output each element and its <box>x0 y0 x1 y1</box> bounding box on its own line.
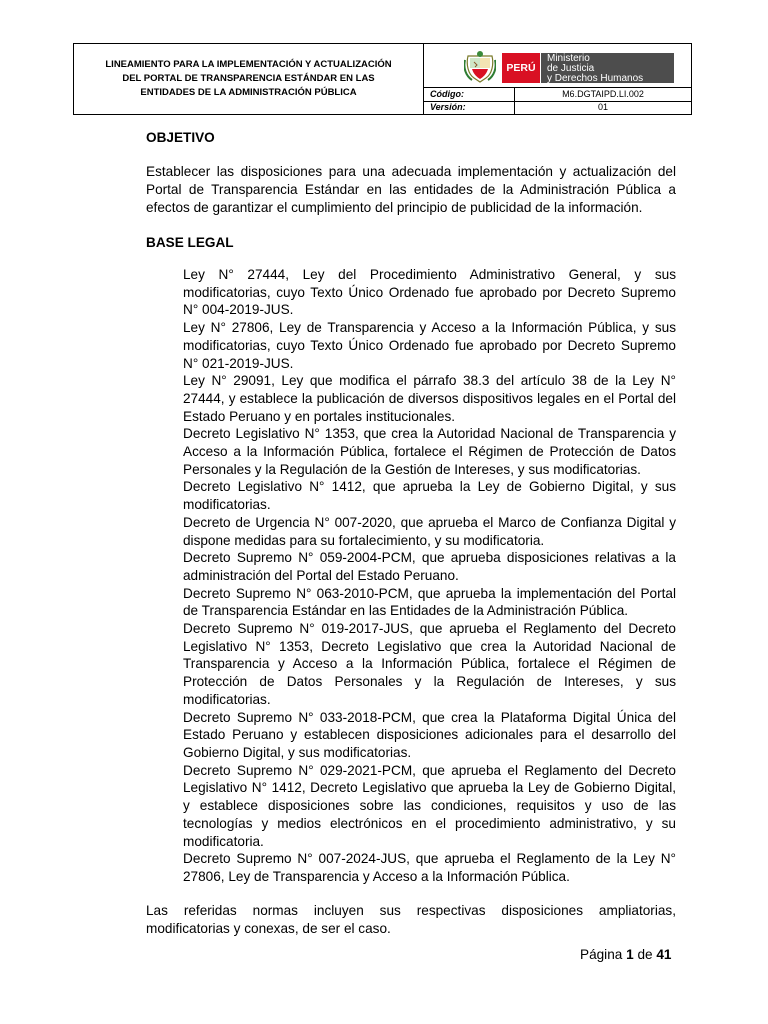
legal-item: Ley N° 29091, Ley que modifica el párrafo 38.3 del artículo 38 de la Ley N° 27444, y establece la publicación de diversos dispositivos legales en el Portal del Estado Peruano y en portales institucionales. <box>183 373 676 424</box>
ministry-line-3: y Derechos Humanos <box>547 73 644 84</box>
document-body <box>146 129 676 938</box>
ministry-name <box>541 53 674 83</box>
title-line-2: DEL PORTAL DE TRANSPARENCIA ESTÁNDAR EN LAS <box>122 73 375 84</box>
version-value: 01 <box>514 101 691 114</box>
legal-item: Decreto Supremo N° 029-2021-PCM, que aprueba el Reglamento del Decreto Legislativo N° 1412, Decreto Legislativo que aprueba la Ley de Gobierno Digital, y establece disposiciones sobre las condiciones, requisitos y uso de las tecnologías y medios electrónicos en el procedimiento administrativo, y su modificatoria. <box>183 762 676 849</box>
ministry-logo <box>424 44 691 88</box>
page-word: Página <box>580 947 623 962</box>
legal-item: Decreto Supremo N° 059-2004-PCM, que aprueba disposiciones relativas a la administración del Portal del Estado Peruano. <box>183 550 676 583</box>
page-total: 41 <box>656 947 672 962</box>
objective-text: Establecer las disposiciones para una adecuada implementación y actualización del Portal de Transparencia Estándar en las entidades de la Administración Pública a efectos de garantizar el cumplimiento del principio de publicidad de la información. <box>146 164 676 215</box>
code-value: M6.DGTAIPD.LI.002 <box>514 88 691 101</box>
legal-item: Ley N° 27444, Ley del Procedimiento Administrativo General, y sus modificatorias, cuyo Texto Único Ordenado fue aprobado por Decreto Supremo N° 004-2019-JUS. <box>183 267 676 318</box>
ministry-line-1: Ministerio <box>547 53 590 64</box>
document-header <box>73 43 692 115</box>
code-row <box>424 88 691 102</box>
legal-item: Decreto Legislativo N° 1353, que crea la Autoridad Nacional de Transparencia y Acceso a la Información Pública, fortalece el Régimen de Protección de Datos Personales y la Regulación de la Gestión de Intereses, y sus modificatorias. <box>183 426 676 477</box>
legal-basis-heading: BASE LEGAL <box>146 235 234 250</box>
closing-text: Las referidas normas incluyen sus respectivas disposiciones ampliatorias, modificatorias y conexas, de ser el caso. <box>146 902 676 936</box>
title-line-3: ENTIDADES DE LA ADMINISTRACIÓN PÚBLICA <box>140 87 357 98</box>
page-number <box>580 947 671 962</box>
document-title <box>74 44 424 114</box>
legal-item: Decreto Legislativo N° 1412, que aprueba la Ley de Gobierno Digital, y sus modificatorias. <box>183 479 676 513</box>
legal-item: Decreto Supremo N° 007-2024-JUS, que aprueba el Reglamento de la Ley N° 27806, Ley de Transparencia y Acceso a la Información Pública. <box>183 851 676 884</box>
ministry-line-2: de Justicia <box>547 63 595 74</box>
legal-item: Decreto Supremo N° 019-2017-JUS, que aprueba el Reglamento del Decreto Legislativo N° 1353, Decreto Legislativo que crea la Autoridad Nacional de Transparencia y Acceso a la Información Pública, fortalece el Régimen de Protección de Datos Personales y la Regulación de Intereses, y sus modificatorias. <box>183 621 676 707</box>
page-current: 1 <box>626 947 634 962</box>
objective-heading: OBJETIVO <box>146 130 215 145</box>
code-label: Código: <box>430 89 464 99</box>
header-meta <box>424 44 691 114</box>
peru-logo: PERÚ <box>502 53 540 83</box>
version-row <box>424 101 691 114</box>
title-line-1: LINEAMIENTO PARA LA IMPLEMENTACIÓN Y ACTUALIZACIÓN <box>105 59 392 70</box>
legal-basis-list <box>146 266 676 886</box>
legal-item: Ley N° 27806, Ley de Transparencia y Acceso a la Información Pública, y sus modificatorias, cuyo Texto Único Ordenado fue aprobado por Decreto Supremo N° 021-2019-JUS. <box>183 320 676 371</box>
legal-item: Decreto Supremo N° 063-2010-PCM, que aprueba la implementación del Portal de Transparencia Estándar en las Entidades de la Administración Pública. <box>183 585 676 619</box>
of-word: de <box>637 947 653 962</box>
version-label: Versión: <box>430 102 466 112</box>
coat-of-arms-icon <box>464 50 496 84</box>
legal-item: Decreto Supremo N° 033-2018-PCM, que crea la Plataforma Digital Única del Estado Peruano y establecen disposiciones adicionales para el desarrollo del Gobierno Digital, y sus modificatorias. <box>183 709 676 760</box>
legal-item: Decreto de Urgencia N° 007-2020, que aprueba el Marco de Confianza Digital y dispone medidas para su fortalecimiento, y su modificatoria. <box>183 514 676 548</box>
